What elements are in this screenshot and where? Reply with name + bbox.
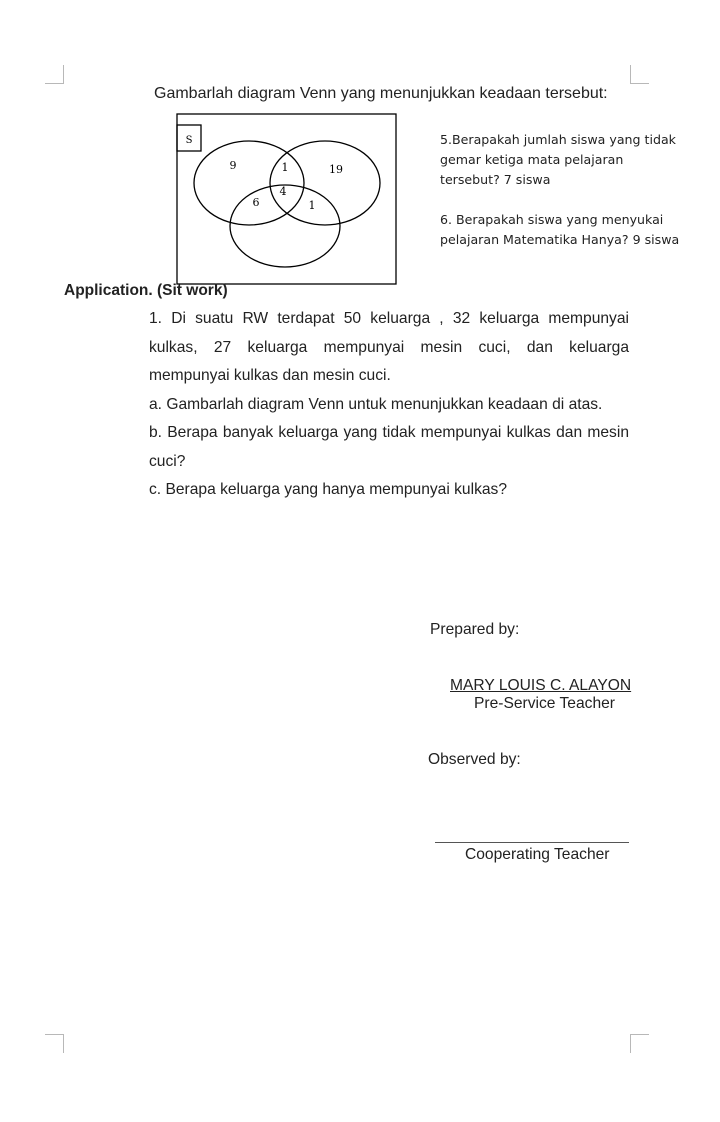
venn-set-a (194, 141, 304, 225)
value-bc-only: 1 (308, 199, 316, 212)
venn-questions (440, 130, 680, 250)
venn-set-b (270, 141, 380, 225)
signature-line (435, 842, 629, 843)
corner-mark-top-right (630, 65, 649, 84)
prepared-by-label: Prepared by: (430, 621, 520, 638)
universe-label: S (185, 135, 193, 146)
problem-part-a: a. Gambarlah diagram Venn untuk menunjukkan keadaan di atas. (149, 396, 603, 413)
intro-instruction: Gambarlah diagram Venn yang menunjukkan keadaan tersebut: (154, 85, 608, 102)
question-6: 6. Berapakah siswa yang menyukai pelajaran Matematika Hanya? 9 siswa (440, 212, 680, 247)
observer-role: Cooperating Teacher (465, 846, 610, 863)
problem-part-c: c. Berapa keluarga yang hanya mempunyai kulkas? (149, 481, 508, 498)
value-ab-only: 1 (281, 161, 289, 174)
value-abc: 4 (279, 185, 287, 198)
corner-mark-top-left (45, 65, 64, 84)
observed-by-label: Observed by: (428, 751, 521, 768)
venn-diagram (170, 110, 400, 290)
preparer-role: Pre-Service Teacher (474, 695, 615, 712)
value-b-only: 19 (329, 163, 343, 176)
problem-part-b: b. Berapa banyak keluarga yang tidak mempunyai kulkas dan mesin cuci? (149, 424, 629, 470)
corner-mark-bottom-right (630, 1034, 649, 1053)
preparer-name: MARY LOUIS C. ALAYON (450, 677, 632, 694)
value-a-only: 9 (229, 159, 237, 172)
application-heading: Application. (Sit work) (64, 282, 228, 299)
value-ac-only: 6 (252, 196, 260, 209)
corner-mark-bottom-left (45, 1034, 64, 1053)
universe-box (177, 114, 396, 284)
problem-statement: 1. Di suatu RW terdapat 50 keluarga , 32 keluarga mempunyai kulkas, 27 keluarga mempunyai mesin cuci, dan keluarga mempunyai kulkas dan mesin cuci. (149, 310, 629, 384)
question-5: 5.Berapakah jumlah siswa yang tidak gemar ketiga mata pelajaran tersebut? 7 siswa (440, 132, 676, 187)
